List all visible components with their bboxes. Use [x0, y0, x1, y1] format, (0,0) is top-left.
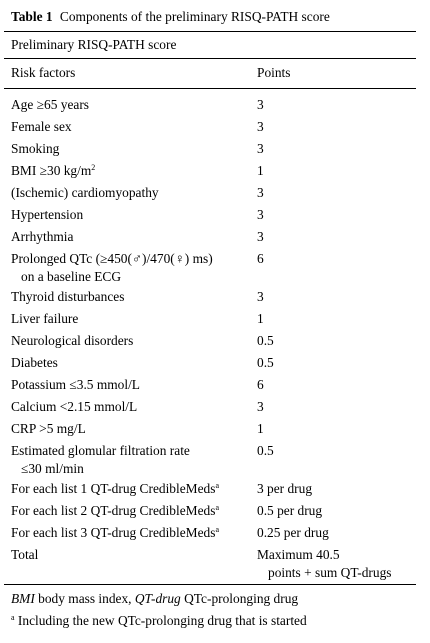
points-cell — [257, 206, 264, 224]
points-text: 6 — [257, 251, 264, 266]
points-cell — [257, 354, 274, 372]
risk-factor-superscript: 2 — [91, 163, 96, 172]
risk-factor-continuation: ≤30 ml/min — [21, 461, 84, 476]
risk-factor-text: Estimated glomular filtration rate — [11, 443, 190, 458]
risk-factor-cell — [11, 332, 133, 350]
points-text: 3 — [257, 119, 264, 134]
risk-factor-text: Prolonged QTc (≥450(♂)/470(♀) ms) — [11, 251, 213, 266]
abbreviations-footnote — [11, 590, 298, 608]
points-cell — [257, 118, 264, 136]
abbr-term-qtdrug: QT-drug — [134, 591, 181, 606]
points-text: 3 — [257, 229, 264, 244]
risk-factor-cell — [11, 442, 190, 478]
risk-factor-cell — [11, 502, 219, 520]
risk-factor-cell — [11, 96, 89, 114]
risk-factor-text: For each list 3 QT-drug CredibleMeds — [11, 525, 216, 540]
points-text: 6 — [257, 377, 264, 392]
points-text: 3 — [257, 207, 264, 222]
footnote-text: Including the new QTc-prolonging drug that is started — [17, 613, 307, 628]
points-cell — [257, 162, 264, 180]
points-text: 1 — [257, 311, 264, 326]
risk-factor-superscript: a — [215, 481, 219, 490]
risk-factor-text: Hypertension — [11, 207, 84, 222]
risk-factor-text: For each list 1 QT-drug CredibleMeds — [11, 481, 216, 496]
points-text: 3 — [257, 97, 264, 112]
points-text: 1 — [257, 163, 264, 178]
points-cell — [257, 288, 264, 306]
points-continuation: points + sum QT-drugs — [268, 565, 392, 580]
risk-factor-superscript: a — [215, 503, 219, 512]
risk-factor-text: Neurological disorders — [11, 333, 134, 348]
points-cell — [257, 524, 329, 542]
points-text: 0.5 per drug — [257, 503, 323, 518]
points-text: 3 — [257, 399, 264, 414]
column-header-risk: Risk factors — [11, 65, 76, 80]
risk-factor-cell — [11, 480, 219, 498]
risk-factor-text: Female sex — [11, 119, 72, 134]
risk-factor-text: Potassium ≤3.5 mmol/L — [11, 377, 140, 392]
risk-factor-cell — [11, 420, 86, 438]
points-cell — [257, 250, 264, 268]
points-cell — [257, 140, 264, 158]
risk-factor-cell — [11, 118, 72, 136]
risk-factor-text: Smoking — [11, 141, 60, 156]
points-text: 0.5 — [257, 355, 274, 370]
risk-factor-cell — [11, 250, 213, 286]
risk-factor-cell — [11, 546, 38, 564]
risk-factor-cell — [11, 140, 59, 158]
column-header-points: Points — [257, 65, 291, 80]
risk-factor-text: Thyroid disturbances — [11, 289, 125, 304]
points-cell — [257, 310, 264, 328]
points-cell — [257, 184, 264, 202]
risk-factor-text: Age ≥65 years — [11, 97, 89, 112]
risk-factor-cell — [11, 354, 58, 372]
bottom-rule — [4, 584, 416, 585]
risk-factor-cell — [11, 162, 95, 180]
risk-factor-cell — [11, 184, 159, 202]
abbr-term-bmi: BMI — [11, 591, 35, 606]
subheader-rule — [4, 58, 416, 59]
risk-factor-text: Liver failure — [11, 311, 79, 326]
points-cell — [257, 96, 264, 114]
points-cell — [257, 546, 392, 582]
points-text: 1 — [257, 421, 264, 436]
table-label: Table 1 — [11, 9, 53, 24]
risk-factor-cell — [11, 398, 137, 416]
risk-factor-cell — [11, 310, 78, 328]
abbr-def-qtdrug: QTc-prolonging drug — [184, 591, 299, 606]
points-text: 0.5 — [257, 443, 274, 458]
top-rule — [4, 31, 416, 32]
points-text: 0.5 — [257, 333, 274, 348]
points-cell — [257, 398, 264, 416]
points-text: 3 per drug — [257, 481, 313, 496]
points-text: 3 — [257, 289, 264, 304]
risk-factor-cell — [11, 524, 219, 542]
risk-factor-text: BMI ≥30 kg/m — [11, 163, 92, 178]
risk-factor-text: For each list 2 QT-drug CredibleMeds — [11, 503, 216, 518]
risk-factor-continuation: on a baseline ECG — [21, 269, 122, 284]
risk-factor-cell — [11, 206, 83, 224]
risk-factor-text: Calcium <2.15 mmol/L — [11, 399, 138, 414]
risk-factor-superscript: a — [215, 525, 219, 534]
points-cell — [257, 502, 322, 520]
risk-factor-text: Total — [11, 547, 39, 562]
risk-factor-text: (Ischemic) cardiomyopathy — [11, 185, 159, 200]
header-rule — [4, 88, 416, 89]
points-cell — [257, 332, 274, 350]
points-cell — [257, 442, 274, 460]
points-cell — [257, 480, 312, 498]
footnote-mark: a — [11, 613, 15, 622]
risk-factor-text: Arrhythmia — [11, 229, 74, 244]
risk-factor-text: CRP >5 mg/L — [11, 421, 86, 436]
points-cell — [257, 376, 264, 394]
risk-factor-cell — [11, 376, 140, 394]
risk-factor-cell — [11, 288, 124, 306]
points-cell — [257, 228, 264, 246]
points-text: 0.25 per drug — [257, 525, 329, 540]
points-cell — [257, 420, 264, 438]
table-subheader: Preliminary RISQ-PATH score — [11, 37, 177, 52]
risk-factor-text: Diabetes — [11, 355, 58, 370]
points-text: Maximum 40.5 — [257, 547, 340, 562]
table-caption — [11, 8, 330, 26]
abbr-def-bmi: body mass index, — [38, 591, 132, 606]
risk-factor-cell — [11, 228, 73, 246]
points-text: 3 — [257, 185, 264, 200]
footnote-a — [11, 612, 307, 630]
points-text: 3 — [257, 141, 264, 156]
table-title: Components of the preliminary RISQ-PATH score — [59, 9, 330, 24]
